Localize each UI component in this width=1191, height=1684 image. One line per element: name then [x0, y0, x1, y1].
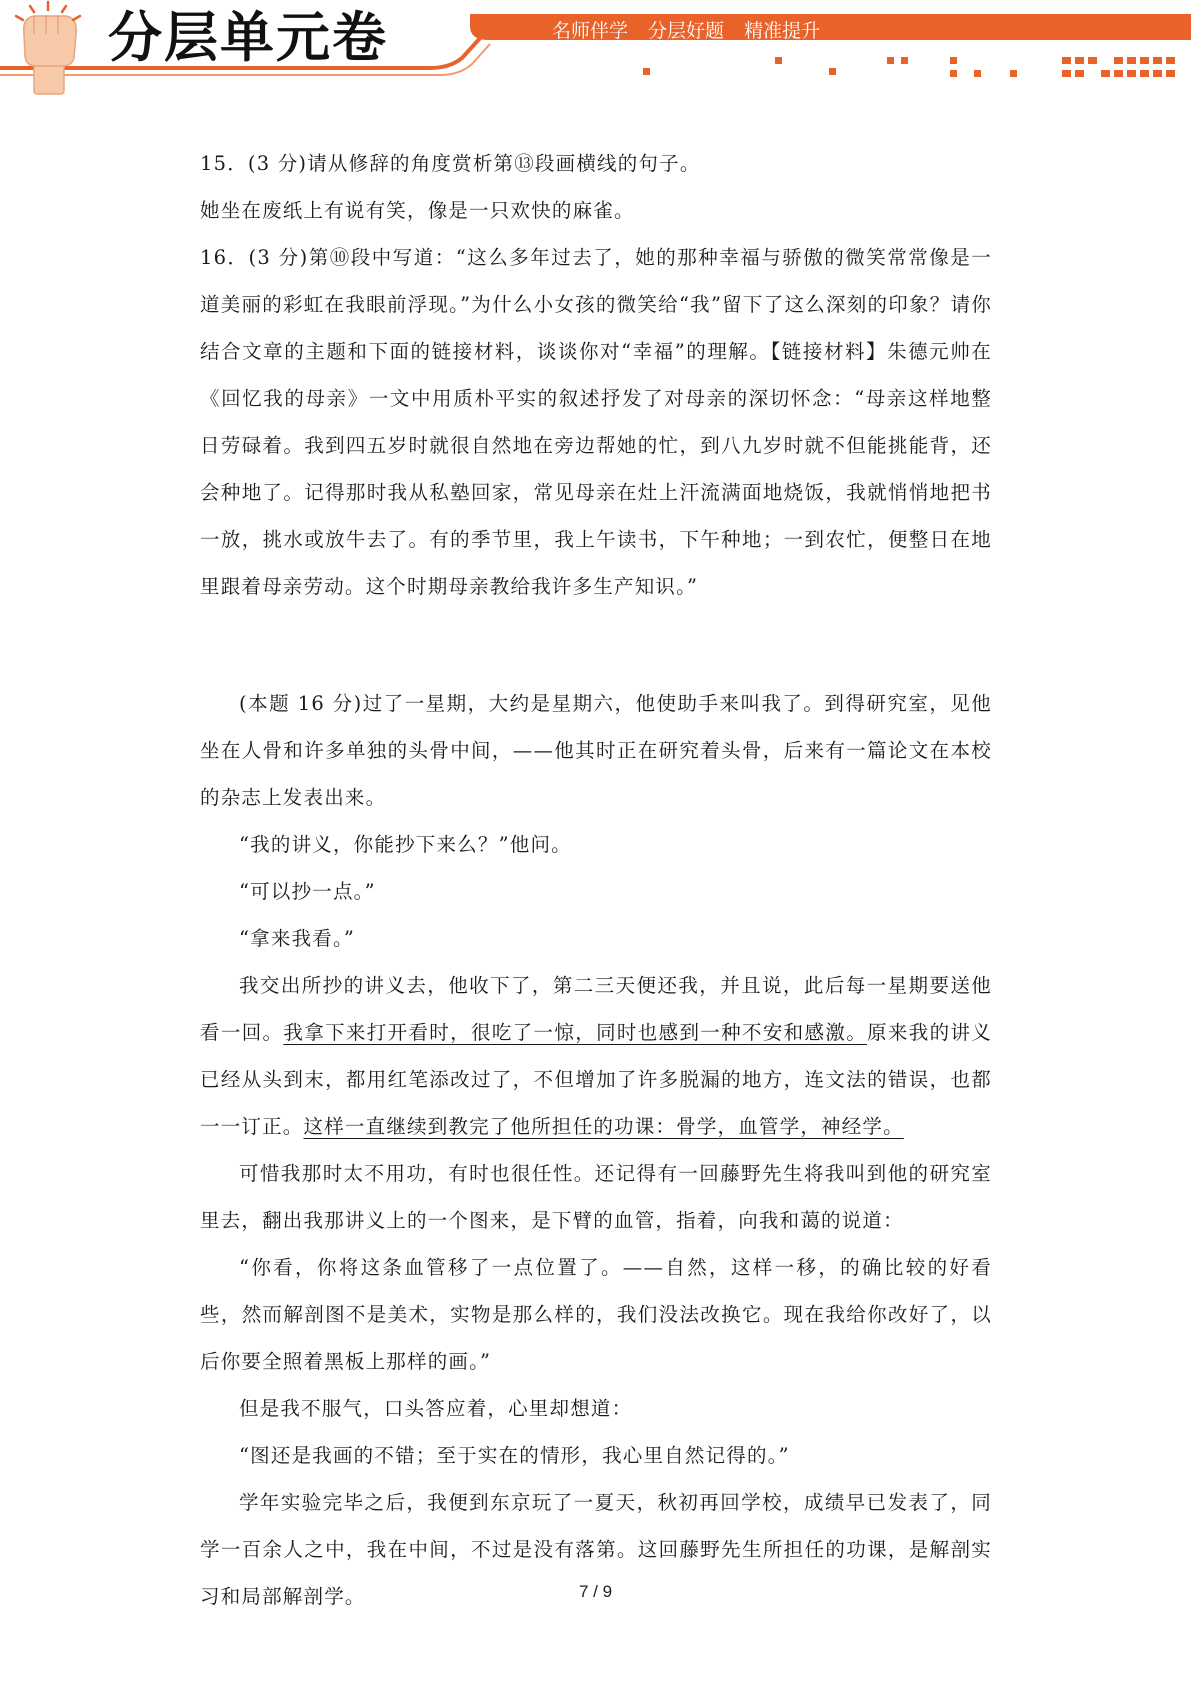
- brand-title: 分层单元卷: [108, 6, 388, 69]
- document-body: [200, 140, 992, 1620]
- fist-icon: [8, 0, 88, 95]
- passage-paragraph: 学年实验完毕之后，我便到东京玩了一夏天，秋初再回学校，成绩早已发表了，同学一百余人之中，我在中间，不过是没有落第。这回藤野先生所担任的功课，是解剖实习和局部解剖学。: [200, 1491, 992, 1608]
- passage-paragraph: 可惜我那时太不用功，有时也很任性。还记得有一回藤野先生将我叫到他的研究室里去，翻出我那讲义上的一个图来，是下臂的血管，指着，向我和蔼的说道：: [200, 1162, 992, 1232]
- underlined-sentence-2: 这样一直继续到教完了他所担任的功课：骨学，血管学，神经学。: [303, 1115, 904, 1138]
- passage-dialogue: “可以抄一点。”: [239, 880, 376, 903]
- underlined-sentence-1: 我拿下来打开看时，很吃了一惊，同时也感到一种不安和感激。: [283, 1021, 868, 1044]
- passage-paragraph: (本题 16 分)过了一星期，大约是星期六，他使助手来叫我了。到得研究室，见他坐在人骨和许多单独的头骨中间，——他其时正在研究着头骨，后来有一篇论文在本校的杂志上发表出来。: [200, 692, 992, 809]
- passage-paragraph-underlined: [200, 962, 992, 1150]
- question-15-stem: 15．(3 分)请从修辞的角度赏析第⑬段画横线的句子。: [200, 152, 701, 175]
- passage-text: 我交出所抄的讲义去，他收下了，第二三天便还我，并且说，此后每一星期要送他看一回。: [200, 974, 992, 1044]
- passage-dialogue: “图还是我画的不错；至于实在的情形，我心里自然记得的。”: [239, 1444, 790, 1467]
- page-number: 7 / 9: [578, 1582, 613, 1601]
- decorative-dots: [643, 57, 1175, 77]
- passage-paragraph: 但是我不服气，口头答应着，心里却想道：: [239, 1397, 633, 1420]
- passage-dialogue: “你看，你将这条血管移了一点位置了。——自然，这样一移，的确比较的好看些，然而解剖图不是美术，实物是那么样的，我们没法改换它。现在我给你改好了，以后你要全照着黑板上那样的画。”: [200, 1256, 992, 1373]
- question-15-sentence: 她坐在废纸上有说有笑，像是一只欢快的麻雀。: [200, 199, 635, 222]
- section-gap: [200, 610, 992, 680]
- question-16: 16．(3 分)第⑩段中写道：“这么多年过去了，她的那种幸福与骄傲的微笑常常像是一道美丽的彩虹在我眼前浮现。”为什么小女孩的微笑给“我”留下了这么深刻的印象？请你结合文章的主题和下面的链接材料，谈谈你对“幸福”的理解。【链接材料】朱德元帅在《回忆我的母亲》一文中用质朴平实的叙述抒发了对母亲的深切怀念：“母亲这样地整日劳碌着。我到四五岁时就很自然地在旁边帮她的忙，到八九岁时就不但能挑能背，还会种地了。记得那时我从私塾回家，常见母亲在灶上汗流满面地烧饭，我就悄悄地把书一放，挑水或放牛去了。有的季节里，我上午读书，下午种地；一到农忙，便整日在地里跟着母亲劳动。这个时期母亲教给我许多生产知识。”: [200, 246, 992, 598]
- passage-text: 原来我的讲义已经从头到末，都用红笔添改过了，不但增加了许多脱漏的地方，连文法的错误，也都一一订正。: [200, 1021, 992, 1138]
- passage-dialogue: “我的讲义，你能抄下来么？”他问。: [239, 833, 572, 856]
- passage-dialogue: “拿来我看。”: [239, 927, 356, 950]
- header-slogan: 名师伴学 分层好题 精准提升: [552, 20, 821, 42]
- page-header: [0, 0, 1191, 100]
